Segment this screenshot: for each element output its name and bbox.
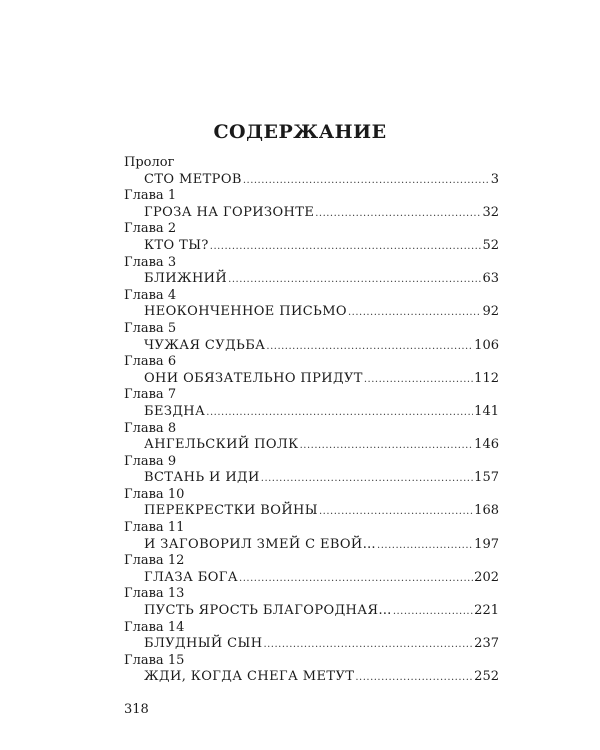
- toc-chapter-label: Глава 8: [124, 420, 177, 436]
- toc-page-number: 252: [474, 669, 499, 685]
- toc-chapter-label: Глава 11: [124, 520, 185, 536]
- toc-page-number: 202: [474, 569, 499, 585]
- toc-page-number: 141: [474, 403, 499, 419]
- toc-chapter-title: ГРОЗА НА ГОРИЗОНТЕ: [144, 204, 315, 220]
- toc-row[interactable]: [144, 470, 499, 487]
- toc-entry: [124, 454, 499, 487]
- toc-row[interactable]: [144, 304, 499, 321]
- toc-entry: [124, 354, 499, 387]
- page-number-footer: 318: [124, 702, 149, 717]
- dot-leader: [206, 405, 473, 422]
- dot-leader: [210, 239, 482, 256]
- toc-row[interactable]: [144, 371, 499, 388]
- toc-page-number: 92: [482, 304, 499, 320]
- toc-chapter-label: Глава 1: [124, 188, 177, 204]
- dot-leader: [239, 571, 473, 588]
- dot-leader: [377, 538, 473, 555]
- toc-chapter-label: Глава 4: [124, 287, 177, 303]
- toc-chapter-label: Глава 10: [124, 486, 185, 502]
- toc-entry: [124, 553, 499, 586]
- toc-row[interactable]: [144, 570, 499, 587]
- toc-chapter-title: ПЕРЕКРЕСТКИ ВОЙНЫ: [144, 503, 318, 519]
- table-of-contents: [124, 155, 499, 686]
- toc-chapter-label: Глава 13: [124, 586, 185, 602]
- toc-page-number: 52: [482, 237, 499, 253]
- toc-row[interactable]: [144, 503, 499, 520]
- dot-leader: [355, 670, 473, 687]
- toc-row[interactable]: [144, 205, 499, 222]
- toc-page-number: 146: [474, 437, 499, 453]
- toc-entry: [124, 421, 499, 454]
- toc-chapter-label: Глава 2: [124, 221, 177, 237]
- toc-chapter-title: ЖДИ, КОГДА СНЕГА МЕТУТ: [144, 669, 355, 685]
- toc-chapter-title: БЛУДНЫЙ СЫН: [144, 636, 263, 652]
- toc-chapter-title: БЛИЖНИЙ: [144, 271, 228, 287]
- toc-entry: [124, 387, 499, 420]
- toc-row[interactable]: [144, 172, 499, 189]
- toc-page-number: 168: [474, 503, 499, 519]
- toc-chapter-label: Глава 14: [124, 619, 185, 635]
- toc-chapter-title: ПУСТЬ ЯРОСТЬ БЛАГОРОДНАЯ…: [144, 603, 392, 619]
- toc-chapter-title: СТО МЕТРОВ: [144, 171, 242, 187]
- toc-entry: [124, 653, 499, 686]
- toc-page-number: 63: [482, 271, 499, 287]
- toc-entry: [124, 321, 499, 354]
- dot-leader: [300, 438, 474, 455]
- toc-row[interactable]: [144, 537, 499, 554]
- dot-leader: [228, 272, 481, 289]
- dot-leader: [266, 339, 473, 356]
- toc-row[interactable]: [144, 338, 499, 355]
- toc-chapter-label: Глава 6: [124, 354, 177, 370]
- toc-page-number: 197: [474, 536, 499, 552]
- dot-leader: [243, 173, 490, 190]
- toc-chapter-title: КТО ТЫ?: [144, 237, 209, 253]
- dot-leader: [263, 637, 473, 654]
- toc-chapter-title: ГЛАЗА БОГА: [144, 569, 239, 585]
- toc-row[interactable]: [144, 238, 499, 255]
- toc-chapter-label: Глава 12: [124, 553, 185, 569]
- toc-page-number: 221: [474, 603, 499, 619]
- toc-chapter-title: БЕЗДНА: [144, 403, 206, 419]
- toc-entry: [124, 620, 499, 653]
- toc-entry: [124, 586, 499, 619]
- toc-chapter-title: ОНИ ОБЯЗАТЕЛЬНО ПРИДУТ: [144, 370, 363, 386]
- toc-chapter-label: Глава 7: [124, 387, 177, 403]
- toc-entry: [124, 288, 499, 321]
- toc-row[interactable]: [144, 404, 499, 421]
- toc-row[interactable]: [144, 669, 499, 686]
- toc-chapter-label: Глава 5: [124, 320, 177, 336]
- toc-chapter-title: ЧУЖАЯ СУДЬБА: [144, 337, 266, 353]
- toc-chapter-title: ВСТАНЬ И ИДИ: [144, 470, 260, 486]
- toc-chapter-label: Глава 3: [124, 254, 177, 270]
- toc-row[interactable]: [144, 437, 499, 454]
- toc-entry: [124, 221, 499, 254]
- toc-row[interactable]: [144, 603, 499, 620]
- toc-entry: [124, 487, 499, 520]
- page-title: СОДЕРЖАНИЕ: [213, 121, 387, 143]
- dot-leader: [315, 206, 481, 223]
- toc-entry: [124, 155, 499, 188]
- toc-chapter-label: Глава 15: [124, 652, 185, 668]
- toc-entry: [124, 255, 499, 288]
- toc-chapter-title: И ЗАГОВОРИЛ ЗМЕЙ С ЕВОЙ…: [144, 536, 377, 552]
- dot-leader: [393, 604, 473, 621]
- toc-page-number: 3: [490, 171, 499, 187]
- toc-chapter-label: Глава 9: [124, 453, 177, 469]
- dot-leader: [364, 372, 473, 389]
- toc-row[interactable]: [144, 271, 499, 288]
- toc-entry: [124, 520, 499, 553]
- toc-page-number: 237: [474, 636, 499, 652]
- toc-page-number: 112: [474, 370, 499, 386]
- toc-chapter-label: Пролог: [124, 155, 175, 170]
- toc-page-number: 32: [482, 204, 499, 220]
- toc-row[interactable]: [144, 636, 499, 653]
- dot-leader: [261, 471, 473, 488]
- dot-leader: [319, 504, 473, 521]
- toc-page-number: 157: [474, 470, 499, 486]
- toc-page-number: 106: [474, 337, 499, 353]
- toc-entry: [124, 188, 499, 221]
- toc-chapter-title: АНГЕЛЬСКИЙ ПОЛК: [144, 437, 299, 453]
- toc-chapter-title: НЕОКОНЧЕННОЕ ПИСЬМО: [144, 304, 347, 320]
- dot-leader: [348, 305, 481, 322]
